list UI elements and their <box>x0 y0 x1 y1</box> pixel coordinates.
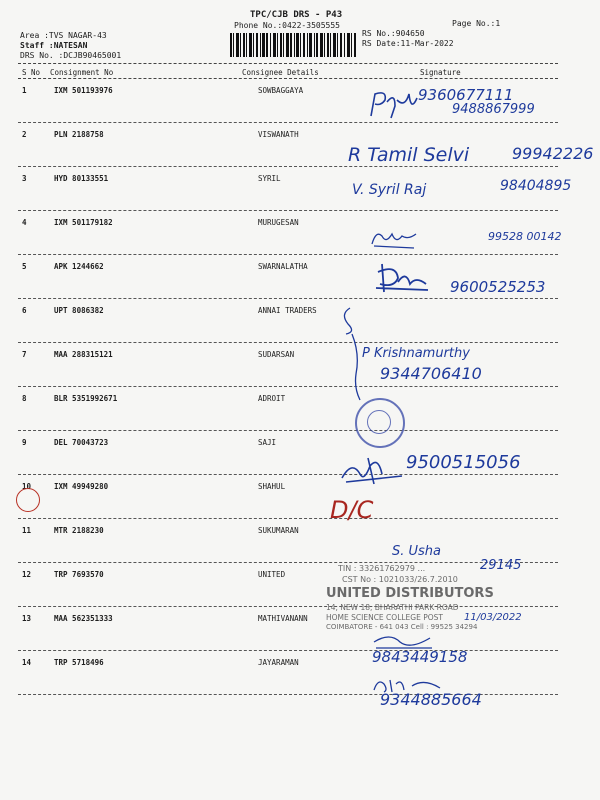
handwritten-phone-3: 98404895 <box>500 178 572 194</box>
row-divider <box>18 122 558 123</box>
handwritten-phone-14: 9344885664 <box>380 690 482 709</box>
handwritten-phone-13: 9843449158 <box>372 648 468 666</box>
handwritten-phone-1a: 9360677111 <box>418 86 514 104</box>
row-consignment-number: HYD 80133551 <box>54 174 109 183</box>
row-divider <box>18 474 558 475</box>
handwritten-name-3: V. Syril Raj <box>352 182 427 198</box>
staff-label: Staff :NATESAN <box>20 41 88 50</box>
row-serial-number: 13 <box>22 614 32 623</box>
col-signature: Signature <box>420 68 461 77</box>
signature-row-4 <box>368 226 420 252</box>
column-divider <box>18 78 558 79</box>
row-10-circle-mark <box>16 488 40 512</box>
row-consignment-number: BLR 5351992671 <box>54 394 118 403</box>
row-serial-number: 6 <box>22 306 27 315</box>
row-serial-number: 14 <box>22 658 32 667</box>
row-serial-number: 1 <box>22 86 27 95</box>
row-serial-number: 4 <box>22 218 27 227</box>
row-serial-number: 5 <box>22 262 27 271</box>
row-consignment-number: MTR 2188230 <box>54 526 104 535</box>
row-consignee-name: SYRIL <box>258 174 281 183</box>
handwritten-mark-10: D/C <box>330 496 374 524</box>
handwritten-phone-5: 9600525253 <box>450 278 546 296</box>
area-label: Area :TVS NAGAR-43 <box>20 31 107 40</box>
handwritten-name-2: R Tamil Selvi <box>348 144 470 166</box>
handwritten-phone-1b: 9488867999 <box>452 102 535 117</box>
drs-number: DRS No. :DCJB90465001 <box>20 51 122 60</box>
row-consignee-name: SAJI <box>258 438 277 447</box>
table-row <box>0 348 600 392</box>
row-serial-number: 7 <box>22 350 27 359</box>
company-seal-stamp <box>355 398 405 448</box>
header-divider <box>18 63 558 64</box>
row-serial-number: 9 <box>22 438 27 447</box>
sheet-title: TPC/CJB DRS - P43 <box>250 10 343 20</box>
row-serial-number: 8 <box>22 394 27 403</box>
row-consignment-number: TRP 5718496 <box>54 658 104 667</box>
row-consignee-name: VISWANATH <box>258 130 299 139</box>
table-row <box>0 392 600 436</box>
stamp-cst-line: CST No : 1021033/26.7.2010 <box>342 575 458 584</box>
barcode-image <box>230 33 356 57</box>
row-consignee-name: SWARNALATHA <box>258 262 308 271</box>
row-divider <box>18 298 558 299</box>
row-serial-number: 3 <box>22 174 27 183</box>
table-row <box>0 568 600 612</box>
row-divider <box>18 342 558 343</box>
row-consignment-number: PLN 2188758 <box>54 130 104 139</box>
col-sno: S No <box>22 68 41 77</box>
row-consignee-name: UNITED <box>258 570 286 579</box>
signature-row-9 <box>338 452 408 486</box>
row-serial-number: 11 <box>22 526 32 535</box>
row-consignment-number: DEL 70043723 <box>54 438 109 447</box>
row-serial-number: 2 <box>22 130 27 139</box>
phone-number: Phone No.:0422-3505555 <box>234 21 340 30</box>
handwritten-date-13: 11/03/2022 <box>464 612 522 623</box>
row-divider <box>18 562 558 563</box>
rs-number: RS No.:904650 <box>362 29 425 38</box>
row-divider <box>18 386 558 387</box>
stamp-tin-line: TIN : 33261762979 ... <box>338 564 426 573</box>
row-divider <box>18 166 558 167</box>
signature-row-1 <box>365 88 425 122</box>
table-row <box>0 656 600 700</box>
handwritten-phone-2: 99942226 <box>512 144 594 163</box>
row-consignee-name: SOWBAGGAYA <box>258 86 304 95</box>
row-consignment-number: IXM 501179182 <box>54 218 113 227</box>
row-consignee-name: ADROIT <box>258 394 286 403</box>
page-number: Page No.:1 <box>452 19 501 28</box>
row-divider <box>18 254 558 255</box>
row-divider <box>18 210 558 211</box>
row-serial-number: 10 <box>22 482 32 491</box>
handwritten-phone-11: 29145 <box>480 558 522 573</box>
row-consignee-name: SUKUMARAN <box>258 526 299 535</box>
row-consignment-number: UPT 8086382 <box>54 306 104 315</box>
row-consignment-number: IXM 501193976 <box>54 86 113 95</box>
row-consignee-name: ANNAI TRADERS <box>258 306 317 315</box>
handwritten-name-11: S. Usha <box>392 544 442 559</box>
handwritten-name-7: P Krishnamurthy <box>362 346 470 361</box>
row-consignment-number: TRP 7693570 <box>54 570 104 579</box>
handwritten-phone-9: 9500515056 <box>406 452 521 473</box>
row-consignment-number: IXM 49949280 <box>54 482 109 491</box>
stamp-address-2: HOME SCIENCE COLLEGE POST <box>326 613 443 622</box>
handwritten-phone-7: 9344706410 <box>380 364 482 383</box>
row-consignment-number: MAA 562351333 <box>54 614 113 623</box>
row-consignment-number: MAA 288315121 <box>54 350 113 359</box>
row-consignee-name: JAYARAMAN <box>258 658 299 667</box>
row-serial-number: 12 <box>22 570 32 579</box>
row-divider <box>18 606 558 607</box>
table-row <box>0 128 600 172</box>
table-row <box>0 480 600 524</box>
signature-row-5 <box>372 260 432 296</box>
stamp-address-1: 14, NEW 18, BHARATHI PARK ROAD <box>326 603 459 612</box>
handwritten-phone-4: 99528 00142 <box>488 230 562 243</box>
row-consignee-name: SUDARSAN <box>258 350 295 359</box>
row-divider <box>18 430 558 431</box>
row-consignee-name: SHAHUL <box>258 482 286 491</box>
row-divider <box>18 518 558 519</box>
stamp-company-name: UNITED DISTRIBUTORS <box>326 586 494 601</box>
row-consignment-number: APK 1244662 <box>54 262 104 271</box>
row-consignee-name: MATHIVANANN <box>258 614 308 623</box>
stamp-address-3: COIMBATORE - 641 043 Cell : 99525 34294 <box>326 623 478 631</box>
table-row <box>0 304 600 348</box>
rs-date: RS Date:11-Mar-2022 <box>362 39 454 48</box>
row-consignee-name: MURUGESAN <box>258 218 299 227</box>
col-consignee: Consignee Details <box>242 68 319 77</box>
col-consignment: Consignment No <box>50 68 114 77</box>
row-divider <box>18 650 558 651</box>
